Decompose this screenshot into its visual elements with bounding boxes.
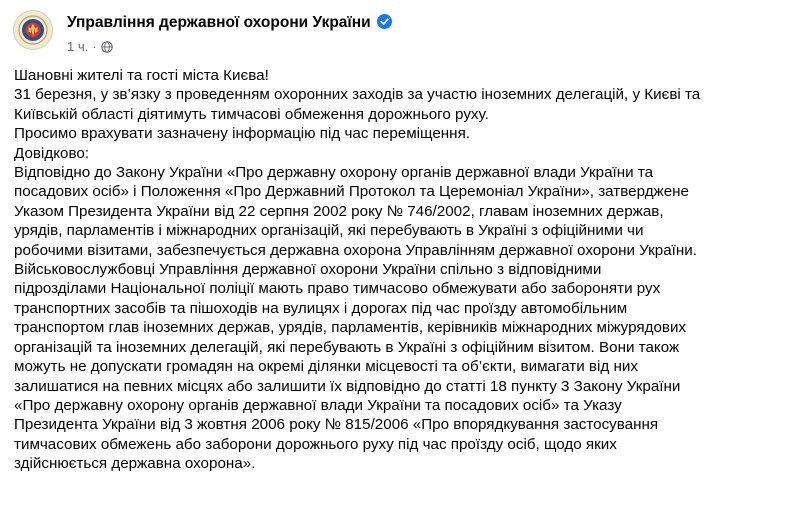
post-text-line: транспортних засобів та пішоходів на вулицях і дорогах під час проїзду автомобільним [14, 299, 628, 317]
post-text-line: тимчасових обмежень або заборони дорожнього руху під час проїзду осіб, щодо яких [14, 435, 617, 453]
page-name-text[interactable]: Управління державної охорони України [67, 14, 371, 31]
post-text-line: Відповідно до Закону України «Про державну охорону органів державної влади України та [14, 164, 654, 182]
post-text-line: підрозділами Національної поліції мають право тимчасово обмежувати або забороняти рух [14, 280, 661, 298]
verified-badge-icon [377, 14, 392, 29]
post-text-line: здійснюється державна охорона». [14, 455, 256, 473]
post-text-line: залишатися на певних місцях або залишити їх відповідно до статті 18 пункту 3 Закону України [14, 377, 681, 395]
post-text-line: робочими візитами, забезпечується державна охорона Управлінням державної охорони України. [14, 241, 697, 259]
emblem-avatar-icon [14, 11, 52, 49]
post-text-line: посадових осіб» і Положення «Про Державний Протокол та Церемоніал України», затверджене [14, 183, 689, 201]
post-message [14, 66, 779, 474]
post-text-line: Указом Президента України від 22 серпня 2002 року № 746/2002, главам іноземних держав, [14, 202, 664, 220]
post-meta [67, 39, 113, 54]
post-text-line: 31 березня, у зв’язку з проведенням охоронних заходів за участю іноземних делегацій, у Києві та [14, 86, 701, 104]
meta-separator: · [92, 39, 97, 54]
page-avatar[interactable] [13, 10, 53, 50]
post-text-line: «Про державну охорону органів державної влади України та посадових осіб» та Указу [14, 396, 622, 414]
globe-icon[interactable] [101, 41, 113, 53]
post-text-line: Президента України від 3 жовтня 2006 року № 815/2006 «Про впорядкування застосування [14, 416, 659, 434]
post-text-line: організацій та іноземних делегацій, які перебувають в Україні з офіційним візитом. Вони також [14, 338, 680, 356]
post-text-line: Просимо врахувати зазначену інформацію під час переміщення. [14, 125, 471, 143]
post-text-line: Довідково: [14, 144, 90, 162]
post-text-line: можуть не допускати громадян на окремі ділянки місцевості та об’єкти, вимагати від них [14, 358, 638, 376]
post-text-line: урядів, парламентів і міжнародних організацій, які перебувають в Україні з офіційними чи [14, 222, 644, 240]
post-text-line: Військовослужбовці Управління державної охорони України спільно з відповідними [14, 261, 602, 279]
page-name-link[interactable] [67, 14, 392, 32]
post-text-line: Шановні жителі та гості міста Києва! [14, 67, 269, 84]
post-text-line: Київській області діятимуть тимчасові обмеження дорожнього руху. [14, 105, 489, 123]
post-timestamp[interactable]: 1 ч. [67, 39, 89, 54]
post-header [13, 8, 773, 58]
post-text-line: транспортом глав іноземних держав, урядів, парламентів, керівників міжнародних міжурядових [14, 319, 687, 337]
